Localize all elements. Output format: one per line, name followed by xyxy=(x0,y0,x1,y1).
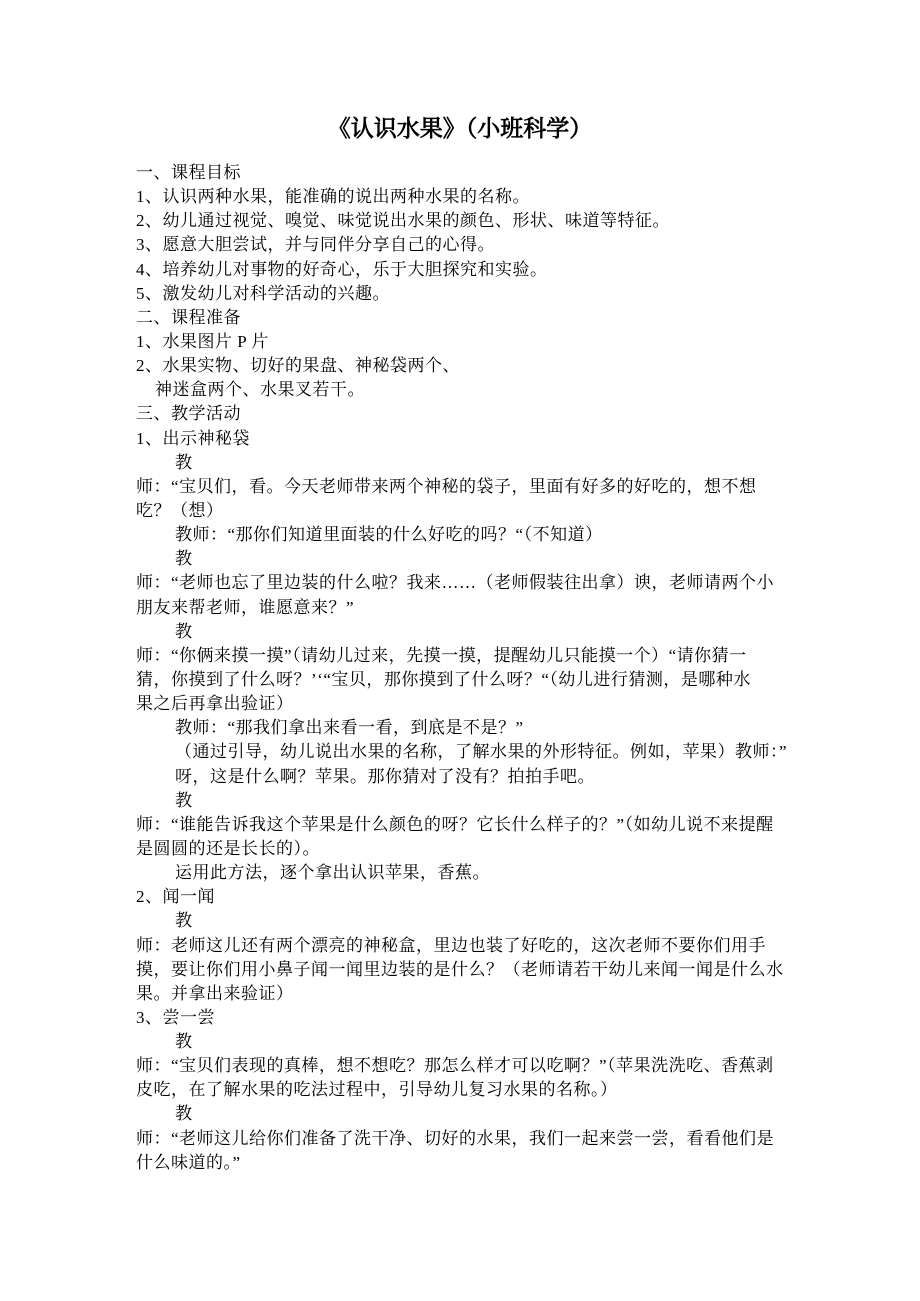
text-line: 猜，你摸到了什么呀？’‘“宝贝，那你摸到了什么呀？“（幼儿进行猜测，是哪种水 xyxy=(136,669,751,689)
text-line: 1、认识两种水果，能准确的说出两种水果的名称。 xyxy=(136,187,530,207)
text-line: 师：“谁能告诉我这个苹果是什么颜色的呀？它长什么样子的？”（如幼儿说不来提醒 xyxy=(136,814,774,834)
text-line: 教 xyxy=(175,790,193,810)
text-line: 运用此方法，逐个拿出认识苹果，香蕉。 xyxy=(175,863,490,883)
text-line: 教师：“那我们拿出来看一看，到底是不是？” xyxy=(175,718,524,738)
text-line: 教师：“那你们知道里面装的什么好吃的吗？“（不知道） xyxy=(175,525,603,545)
text-line: （通过引导，幼儿说出水果的名称，了解水果的外形特征。例如，苹果）教师：” xyxy=(175,742,788,762)
document-body xyxy=(136,161,816,1175)
text-line: 一、课程目标 xyxy=(136,163,241,182)
text-line: 吃？（想） xyxy=(136,500,224,520)
text-line: 3、尝一尝 xyxy=(136,1007,215,1027)
text-line: 师：“宝贝们，看。今天老师带来两个神秘的袋子，里面有好多的好吃的，想不想 xyxy=(136,476,757,496)
text-line: 师：“老师这儿给你们准备了洗干净、切好的水果，我们一起来尝一尝，看看他们是 xyxy=(136,1128,775,1148)
text-line: 教 xyxy=(175,1104,193,1124)
text-line: 师：“宝贝们表现的真棒，想不想吃？那怎么样才可以吃啊？”（苹果洗洗吃、香蕉剥 xyxy=(136,1056,774,1076)
text-line: 果。并拿出来验证） xyxy=(136,983,294,1003)
text-line: 2、闻一闻 xyxy=(136,887,215,907)
text-line: 教 xyxy=(175,911,193,931)
text-line: 1、出示神秘袋 xyxy=(136,428,250,448)
text-line: 摸，要让你们用小鼻子闻一闻里边装的是什么？（老师请若干幼儿来闻一闻是什么水 xyxy=(136,959,784,979)
text-line: 三、教学活动 xyxy=(136,404,241,424)
text-line: 师：老师这儿还有两个漂亮的神秘盒，里边也装了好吃的，这次老师不要你们用手 xyxy=(136,935,766,955)
text-line: 教 xyxy=(175,549,193,569)
text-line: 2、水果实物、切好的果盘、神秘袋两个、 xyxy=(136,356,460,376)
text-line: 神迷盒两个、水果叉若干。 xyxy=(155,380,365,400)
text-line: 4、培养幼儿对事物的好奇心，乐于大胆探究和实验。 xyxy=(136,259,548,279)
text-line: 呀，这是什么啊？苹果。那你猜对了没有？拍拍手吧。 xyxy=(175,766,595,786)
text-line: 1、水果图片 P 片 xyxy=(136,331,269,351)
text-line: 5、激发幼儿对科学活动的兴趣。 xyxy=(136,283,390,303)
text-line: 2、幼儿通过视觉、嗅觉、味觉说出水果的颜色、形状、味道等特征。 xyxy=(136,211,670,231)
text-line: 皮吃，在了解水果的吃法过程中，引导幼儿复习水果的名称。） xyxy=(136,1080,618,1100)
text-line: 二、课程准备 xyxy=(136,307,241,327)
text-line: 果之后再拿出验证） xyxy=(136,694,294,714)
text-line: 教 xyxy=(175,1032,193,1052)
text-line: 教 xyxy=(175,452,193,472)
text-line: 什么味道的。” xyxy=(136,1152,241,1172)
text-line: 教 xyxy=(175,621,193,641)
text-line: 是圆圆的还是长长的）。 xyxy=(136,838,320,858)
text-line: 师：“老师也忘了里边装的什么啦？我来……（老师假装往出拿）谀，老师请两个小 xyxy=(136,573,775,593)
page-title: 《认识水果》（小班科学） xyxy=(327,116,593,141)
text-line: 朋友来帮老师，谁愿意来？” xyxy=(136,597,355,617)
text-line: 3、愿意大胆尝试，并与同伴分享自己的心得。 xyxy=(136,235,495,255)
text-line: 师：“你俩来摸一摸”（请幼儿过来，先摸一摸，提醒幼儿只能摸一个）“请你猜一 xyxy=(136,645,747,665)
